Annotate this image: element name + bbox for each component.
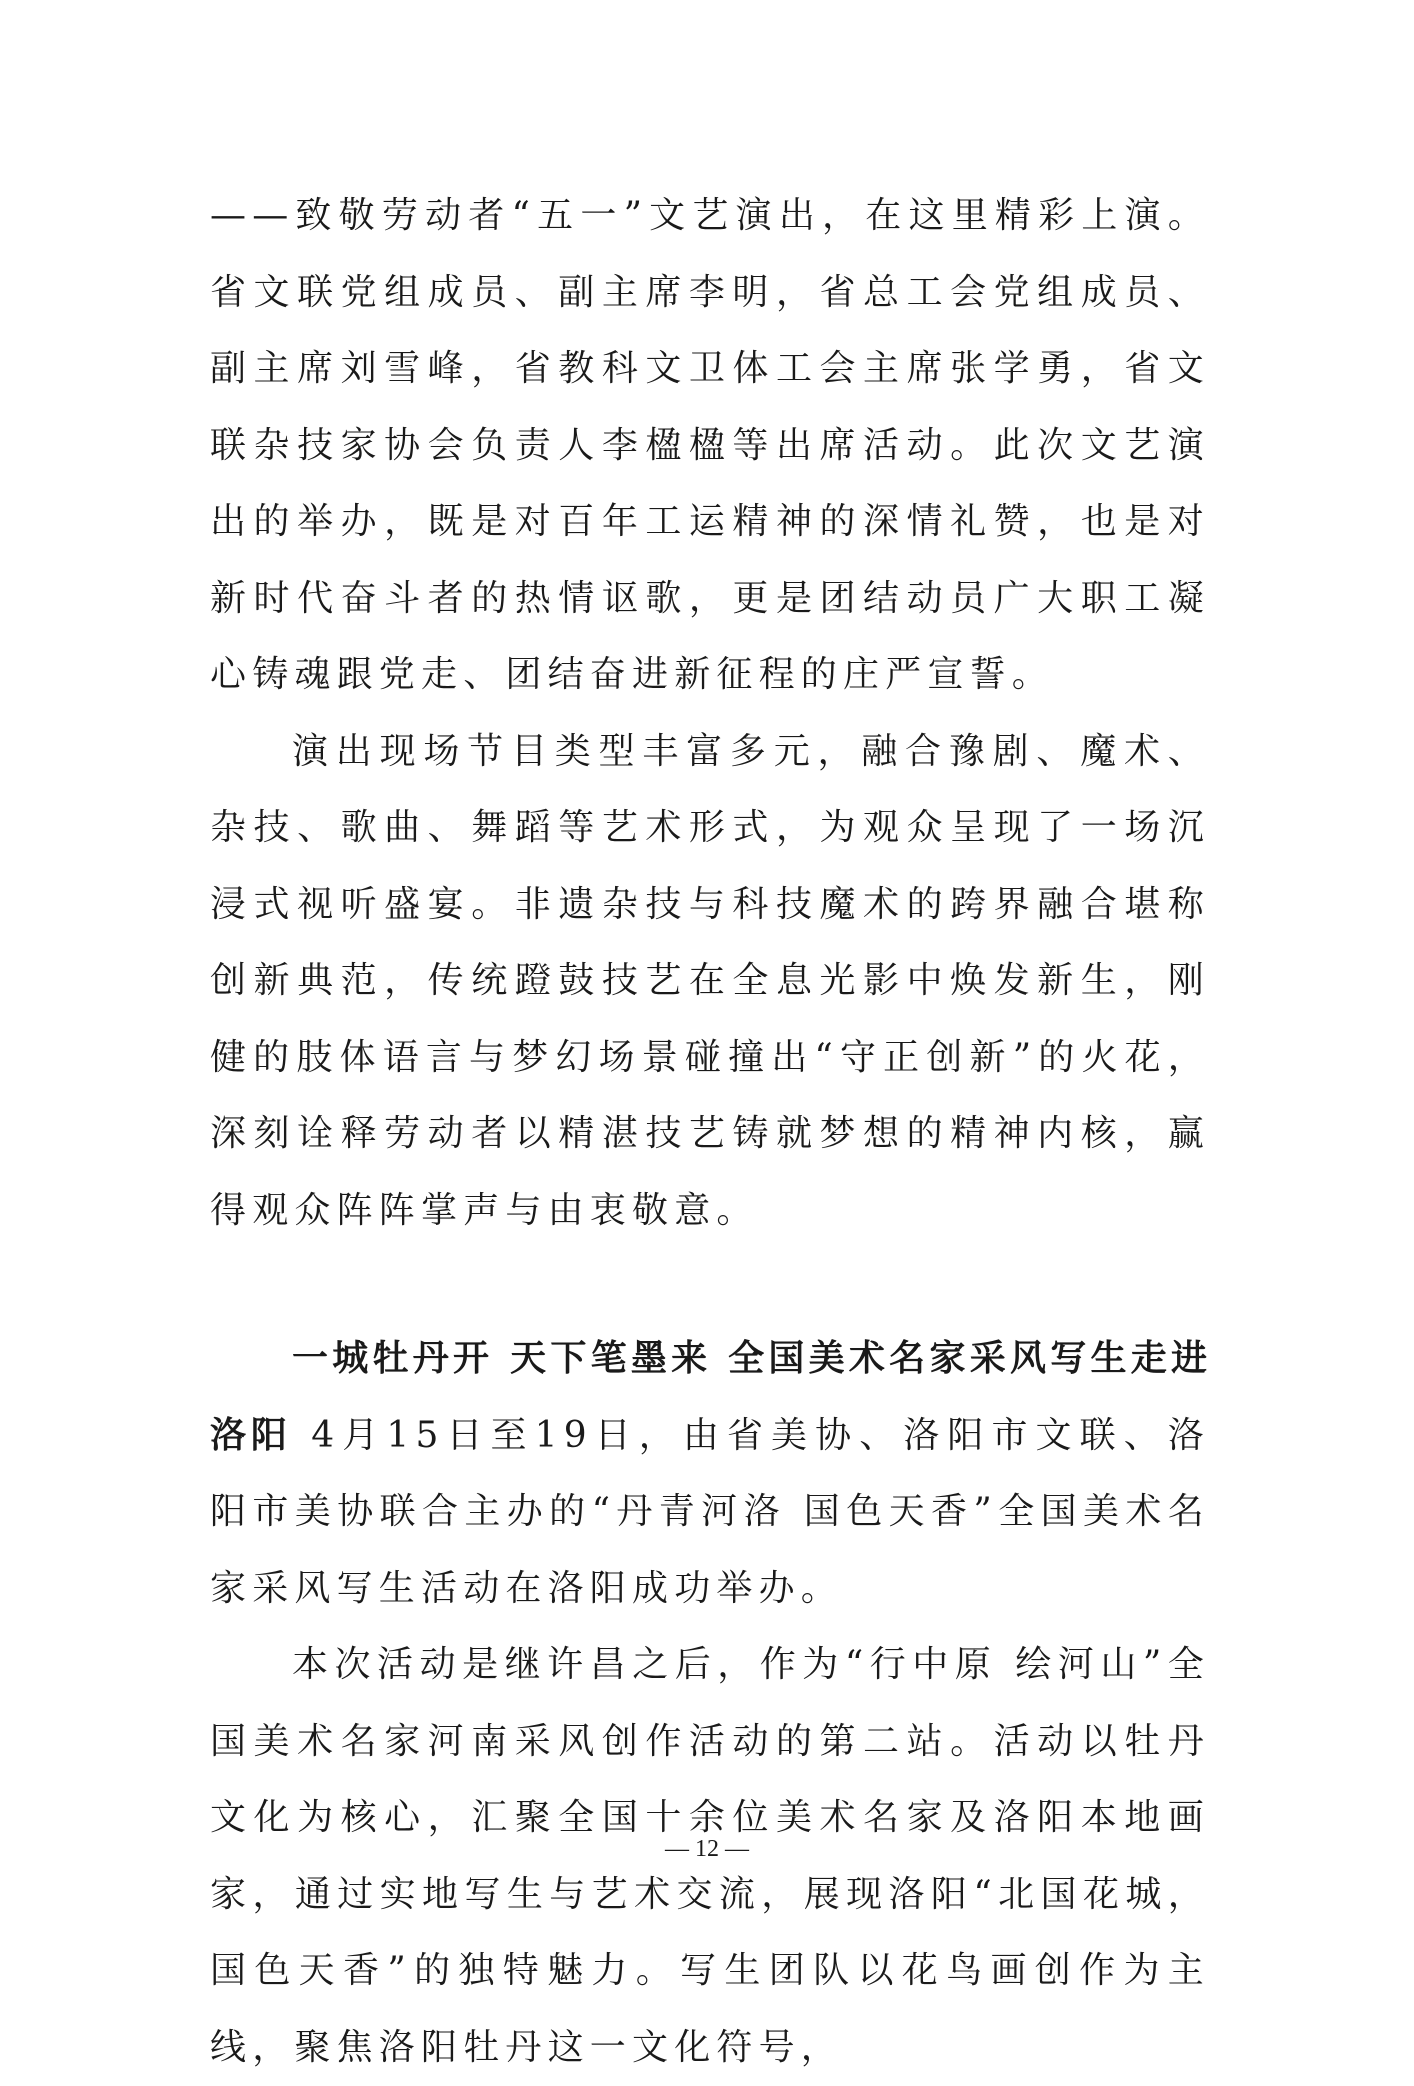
section-spacer <box>210 1249 1210 1321</box>
page-number: — 12 — <box>665 1836 749 1862</box>
news-lead: 4月15日至19日，由省美协、洛阳市文联、洛阳市美协联合主办的“丹青河洛 国色天香”全国美术名家采风写生活动在洛阳成功举办。 <box>210 1414 1210 1609</box>
paragraph-activity-details: 本次活动是继许昌之后，作为“行中原 绘河山”全国美术名家河南采风创作活动的第二站。活动以牡丹文化为核心，汇聚全国十余位美术名家及洛阳本地画家，通过实地写生与艺术交流，展现洛阳“北国花城，国色天香”的独特魅力。写生团队以花鸟画创作为主线，聚焦洛阳牡丹这一文化符号， <box>210 1644 1210 2068</box>
paragraph-performance-intro: ——致敬劳动者“五一”文艺演出，在这里精彩上演。省文联党组成员、副主席李明，省总工会党组成员、副主席刘雪峰，省教科文卫体工会主席张学勇，省文联杂技家协会负责人李楹楹等出席活动。此次文艺演出的举办，既是对百年工运精神的深情礼赞，也是对新时代奋斗者的热情讴歌，更是团结动员广大职工凝心铸魂跟党走、团结奋进新征程的庄严宣誓。 <box>210 195 1210 695</box>
paragraph-performance-details: 演出现场节目类型丰富多元，融合豫剧、魔术、杂技、歌曲、舞蹈等艺术形式，为观众呈现了一场沉浸式视听盛宴。非遗杂技与科技魔术的跨界融合堪称创新典范，传统蹬鼓技艺在全息光影中焕发新生，刚健的肢体语言与梦幻场景碰撞出“守正创新”的火花，深刻诠释劳动者以精湛技艺铸就梦想的精神内核，赢得观众阵阵掌声与由衷敬意。 <box>210 730 1210 1231</box>
article-body <box>210 178 1210 2086</box>
news-headline: 一城牡丹开 天下笔墨来 全国美术名家采风写生走进洛阳 <box>210 1338 1210 1456</box>
paragraph-news-item <box>210 1321 1210 1627</box>
